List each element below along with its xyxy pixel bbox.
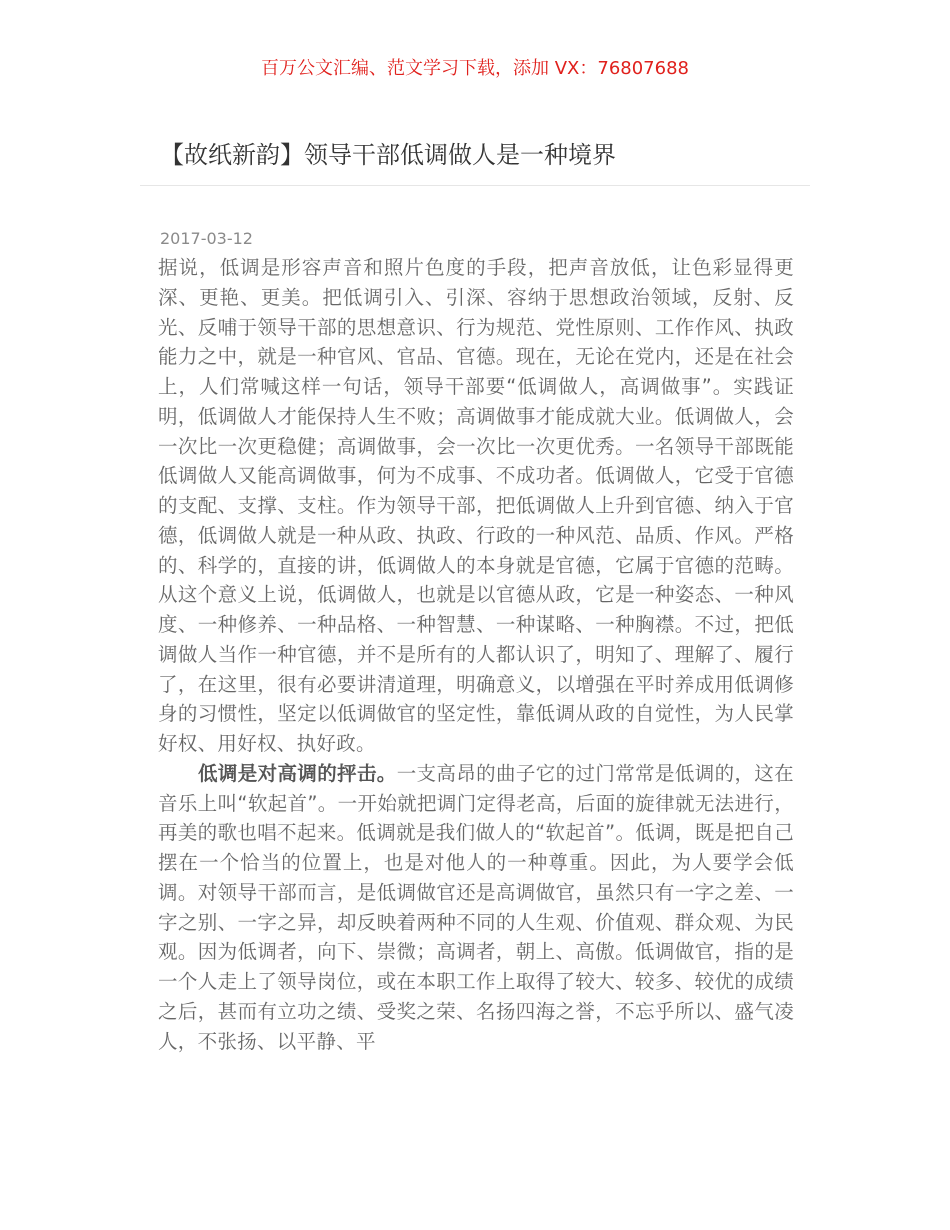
promo-banner: 百万公文汇编、范文学习下载，添加 VX：76807688 <box>261 58 689 79</box>
paragraph: 据说，低调是形容声音和照片色度的手段，把声音放低，让色彩显得更深、更艳、更美。把低调引入、引深、容纳于思想政治领域，反射、反光、反哺于领导干部的思想意识、行为规范、党性原则、工作作风、执政能力之中，就是一种官风、官品、官德。现在，无论在党内，还是在社会上，人们常喊这样一句话，领导干部要“低调做人，高调做事”。实践证明，低调做人才能保持人生不败；高调做事才能成就大业。低调做人，会一次比一次更稳健；高调做事，会一次比一次更优秀。一名领导干部既能低调做人又能高调做事，何为不成事、不成功者。低调做人，它受于官德的支配、支撑、支柱。作为领导干部，把低调做人上升到官德、纳入于官德，低调做人就是一种从政、执政、行政的一种风范、品质、作风。严格的、科学的，直接的讲，低调做人的本身就是官德，它属于官德的范畴。从这个意义上说，低调做人，也就是以官德从政，它是一种姿态、一种风度、一种修养、一种品格、一种智慧、一种谋略、一种胸襟。不过，把低调做人当作一种官德，并不是所有的人都认识了，明知了、理解了、履行了，在这里，很有必要讲清道理，明确意义，以增强在平时养成用低调修身的习惯性，坚定以低调做官的坚定性，靠低调从政的自觉性，为人民掌好权、用好权、执好政。 <box>158 256 794 755</box>
article-title: 【故纸新韵】领导干部低调做人是一种境界 <box>160 141 616 169</box>
article-body <box>158 253 794 1056</box>
paragraph-lead: 低调是对高调的抨击。 <box>198 761 397 785</box>
publish-date: 2017-03-12 <box>160 229 253 248</box>
paragraph-text: 一支高昂的曲子它的过门常常是低调的，这在音乐上叫“软起首”。一开始就把调门定得老高，后面的旋律就无法进行，再美的歌也唱不起来。低调就是我们做人的“软起首”。低调，既是把自己摆在一个恰当的位置上，也是对他人的一种尊重。因此，为人要学会低调。对领导干部而言，是低调做官还是高调做官，虽然只有一字之差、一字之别、一字之异，却反映着两种不同的人生观、价值观、群众观、为民观。因为低调者，向下、崇微；高调者，朝上、高傲。低调做官，指的是一个人走上了领导岗位，或在本职工作上取得了较大、较多、较优的成绩之后，甚而有立功之绩、受奖之荣、名扬四海之誉，不忘乎所以、盛气凌人，不张扬、以平静、平 <box>158 761 794 1053</box>
title-divider <box>140 185 810 186</box>
paragraph <box>158 759 794 1057</box>
